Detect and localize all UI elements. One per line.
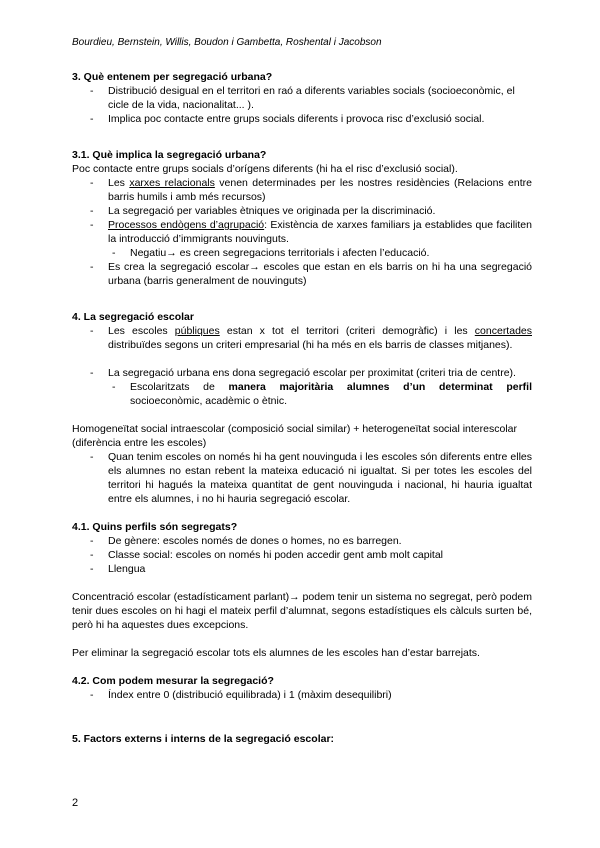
list-item: - La segregació per variables ètniques ve originada per la discriminació. [72,204,532,218]
list-item: - Processos endògens d’agrupació: Existència de xarxes familiars ja establides que faciliten la introducció d’immigrants nouvinguts. [72,218,532,246]
section-4-list-a [72,324,532,352]
sub-list-item: - Escolaritzats de manera majoritària alumnes d’un determinat perfil socioeconòmic, acadèmic o ètnic. [72,380,532,408]
processos-endogens-term: Processos endògens d’agrupació [108,219,265,231]
list-item: - La segregació urbana ens dona segregació escolar per proximitat (criteri tria de centre). [72,366,532,380]
page-number: 2 [72,797,79,809]
section-4-heading: 4. La segregació escolar [72,311,194,323]
list-item: - Distribució desigual en el territori en raó a diferents variables socials (socioeconòmic, el cicle de la vida, nacionalitat... ). [72,84,532,112]
list-item: - Quan tenim escoles on només hi ha gent nouvinguda i les escoles són diferents entre elles els alumnes no estan rebent la mateixa educació ni igualtat. Si per totes les escoles del territori hi hagués la mateixa quantitat de gent nouvinguda i nacional, hi hauria igualtat entre els alumnes, i no hi hauria segregació escolar. [72,450,532,506]
document-body [72,70,532,746]
list-item: - De gènere: escoles només de dones o homes, no es barregen. [72,534,532,548]
list-item: - Les xarxes relacionals venen determinades per les nostres residències (Relacions entre barris humils i amb més recursos) [72,176,532,204]
section-3-list [72,84,532,126]
section-3-1-heading: 3.1. Què implica la segregació urbana? [72,149,267,161]
list-item: - Classe social: escoles on només hi poden accedir gent amb molt capital [72,548,532,562]
section-4-1-list [72,534,532,576]
eliminar-paragraph: Per eliminar la segregació escolar tots els alumnes de les escoles han d’estar barrejats. [72,647,480,659]
xarxes-relacionals-term: xarxes relacionals [129,177,215,189]
sub-list-item: - Negatiu→ es creen segregacions territorials i afecten l’educació. [72,246,532,260]
section-5-heading: 5. Factors externs i interns de la segregació escolar: [72,733,335,745]
list-item: - Índex entre 0 (distribució equilibrada) i 1 (màxim desequilibri) [72,688,532,702]
list-item: - Implica poc contacte entre grups socials diferents i provoca risc d’exclusió social. [72,112,532,126]
section-4-2-list [72,688,532,702]
concentracio-paragraph: Concentració escolar (estadísticament parlant)→ podem tenir un sistema no segregat, però podem tenir dues escoles on hi hagi el mateix perfil d’alumnat, segons estadístiques els càlculs surten bé, però hi ha aquestes dues excepcions. [72,591,532,631]
bold-phrase: manera majoritària alumnes d’un determinat perfil [228,381,532,393]
section-3-heading: 3. Què entenem per segregació urbana? [72,71,273,83]
publiques-term: públiques [174,325,220,337]
section-4-2-heading: 4.2. Com podem mesurar la segregació? [72,675,274,687]
concertades-term: concertades [474,325,532,337]
section-4-list-c [72,450,532,506]
list-item: - Les escoles públiques estan x tot el territori (criteri demogràfic) i les concertades distribuïdes segons un criteri empresarial (hi ha més en els barris de classes mitjanes). [72,324,532,352]
list-item: - Es crea la segregació escolar→ escoles que estan en els barris on hi ha una segregació urbana (barris generalment de nouvinguts) [72,260,532,288]
section-4-list-b [72,366,532,408]
section-3-1-intro: Poc contacte entre grups socials d’orígens diferents (hi ha el risc d’exclusió social). [72,163,458,175]
list-item: - Llengua [72,562,532,576]
section-3-1-list [72,176,532,288]
section-4-paragraph: Homogeneïtat social intraescolar (composició social similar) + heterogeneïtat social interescolar (diferència entre les escoles) [72,423,517,449]
page-header: Bourdieu, Bernstein, Willis, Boudon i Gambetta, Roshental i Jacobson [72,37,382,48]
section-4-1-heading: 4.1. Quins perfils són segregats? [72,521,238,533]
